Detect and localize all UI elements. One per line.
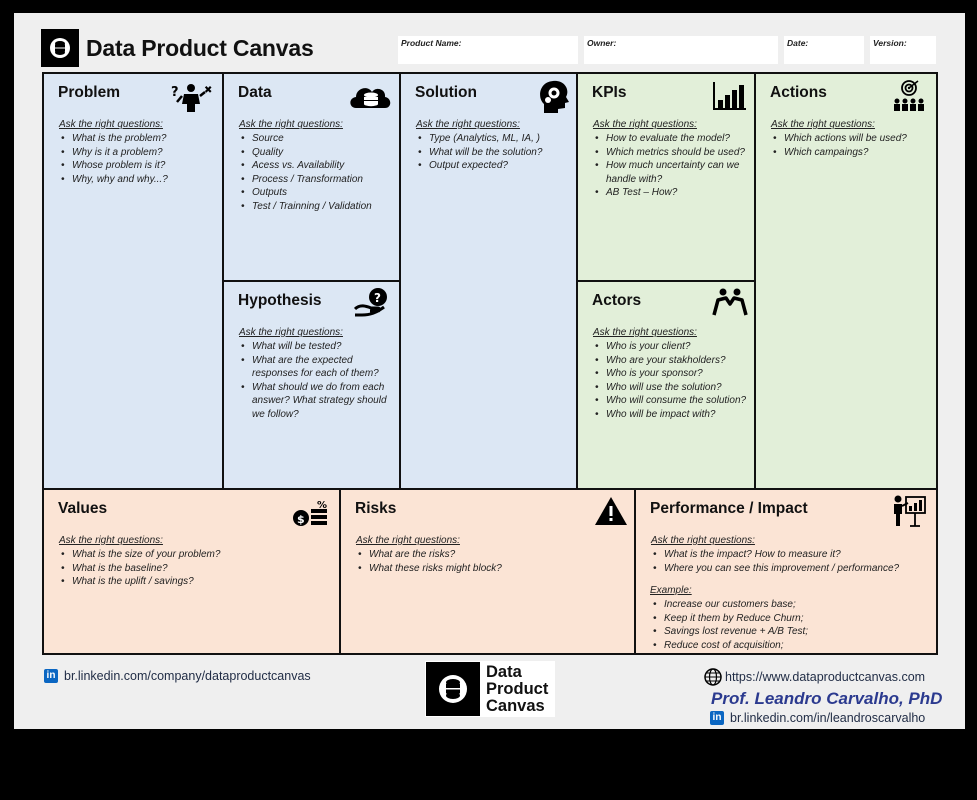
list-item: • Where you can see this improvement / performance?	[650, 562, 936, 576]
block-title: Risks	[355, 500, 397, 517]
svg-text:?: ?	[374, 291, 381, 305]
list-item: • What are the expected responses for each of them?	[238, 354, 399, 381]
svg-text:?: ?	[171, 85, 179, 100]
question-list	[58, 548, 339, 589]
brand	[41, 28, 314, 68]
list-item: • Who is your sponsor?	[592, 367, 754, 381]
block-title: Data	[238, 84, 272, 101]
block-hypothesis[interactable]	[224, 282, 399, 488]
list-item: • Why is it a problem?	[58, 146, 222, 160]
website-url: https://www.dataproductcanvas.com	[725, 670, 926, 684]
block-kpis[interactable]	[578, 74, 754, 280]
owner-field[interactable]: Owner:	[584, 36, 778, 64]
example-list	[650, 598, 936, 652]
list-item: • Outputs	[238, 186, 399, 200]
linkedin-icon: in	[44, 669, 58, 683]
block-title: Actors	[592, 292, 642, 309]
target-team-icon	[893, 80, 925, 112]
list-item: • Source	[238, 132, 399, 146]
list-item: • Acess vs. Availability	[238, 159, 399, 173]
ask-label: Ask the right questions:	[651, 535, 755, 546]
question-list	[592, 340, 754, 422]
question-list	[770, 132, 936, 159]
author-name: Prof. Leandro Carvalho, PhD	[711, 689, 943, 708]
footer-logo	[425, 661, 555, 717]
block-title: Problem	[58, 84, 121, 101]
author-linkedin-link[interactable]	[710, 711, 925, 725]
question-list	[650, 548, 936, 575]
list-item: • What will be tested?	[238, 340, 399, 354]
list-item: • How much uncertainty can we handle with?	[592, 159, 754, 186]
ask-label: Ask the right questions:	[593, 119, 697, 130]
list-item: • Who will be impact with?	[592, 408, 754, 422]
ask-label: Ask the right questions:	[59, 119, 163, 130]
list-item: • Reduce cost of acquisition;	[650, 639, 936, 653]
list-item: • What these risks might block?	[355, 562, 634, 576]
question-list	[58, 132, 222, 186]
footer-logo-text	[486, 664, 548, 715]
list-item: • Type (Analytics, ML, IA, )	[415, 132, 576, 146]
cloud-database-icon	[348, 82, 392, 110]
list-item: • AB Test – How?	[592, 186, 754, 200]
list-item: • What will be the solution?	[415, 146, 576, 160]
list-item: • What is the baseline?	[58, 562, 339, 576]
block-actors[interactable]	[578, 282, 754, 488]
globe-icon	[704, 668, 722, 686]
list-item: • Why, why and why...?	[58, 173, 222, 187]
block-data[interactable]	[224, 74, 399, 280]
question-list	[238, 340, 399, 422]
product-name-field[interactable]: Product Name:	[398, 36, 578, 64]
list-item: • Whose problem is it?	[58, 159, 222, 173]
list-item: • Increase our customers base;	[650, 598, 936, 612]
version-field[interactable]: Version:	[870, 36, 936, 64]
list-item: • Who will use the solution?	[592, 381, 754, 395]
list-item: • What are the risks?	[355, 548, 634, 562]
svg-text:%: %	[317, 500, 328, 511]
block-title: Actions	[770, 84, 827, 101]
list-item: • Who are your stakholders?	[592, 354, 754, 368]
list-item: • Who will consume the solution?	[592, 394, 754, 408]
ask-label: Ask the right questions:	[416, 119, 520, 130]
data-product-canvas-logo	[41, 29, 79, 67]
hand-question-icon	[354, 287, 390, 317]
question-list	[415, 132, 576, 173]
ask-label: Ask the right questions:	[59, 535, 163, 546]
question-list	[355, 548, 634, 575]
list-item: • Test / Trainning / Validation	[238, 200, 399, 214]
ask-label: Ask the right questions:	[771, 119, 875, 130]
question-list	[592, 132, 754, 200]
list-item: • Keep it them by Reduce Churn;	[650, 612, 936, 626]
list-item: • What is the size of your problem?	[58, 548, 339, 562]
block-problem[interactable]	[44, 74, 222, 488]
svg-text:✖: ✖	[204, 85, 213, 96]
list-item: • Process / Transformation	[238, 173, 399, 187]
presenter-chart-icon	[892, 495, 926, 527]
data-product-canvas-logo	[426, 662, 480, 716]
block-title: Solution	[415, 84, 477, 101]
list-item: • What is the problem?	[58, 132, 222, 146]
block-values[interactable]	[44, 490, 339, 653]
ask-label: Ask the right questions:	[593, 327, 697, 338]
block-solution[interactable]	[401, 74, 576, 488]
block-actions[interactable]	[756, 74, 936, 488]
list-item: • What is the uplift / savings?	[58, 575, 339, 589]
list-item: • Output expected?	[415, 159, 576, 173]
logo-line: Canvas	[486, 696, 545, 715]
website-link[interactable]	[704, 668, 925, 686]
canvas-grid	[42, 72, 938, 655]
list-item: • Which actions will be used?	[770, 132, 936, 146]
list-item: • Savings lost revenue + A/B Test;	[650, 625, 936, 639]
block-title: Hypothesis	[238, 292, 322, 309]
company-linkedin-link[interactable]	[44, 669, 311, 683]
example-label: Example:	[650, 585, 692, 597]
ask-label: Ask the right questions:	[239, 119, 343, 130]
list-item: • Who is your client?	[592, 340, 754, 354]
svg-text:$: $	[297, 513, 305, 526]
date-field[interactable]: Date:	[784, 36, 864, 64]
canvas-sheet	[14, 13, 965, 729]
company-linkedin-url: br.linkedin.com/company/dataproductcanvas	[64, 669, 311, 683]
list-item: • What is the impact? How to measure it?	[650, 548, 936, 562]
list-item: • Which metrics should be used?	[592, 146, 754, 160]
money-percent-icon	[293, 499, 329, 527]
block-performance-impact[interactable]	[636, 490, 936, 653]
author-linkedin-url: br.linkedin.com/in/leandroscarvalho	[730, 711, 926, 725]
bar-chart-icon	[713, 82, 747, 110]
question-list	[238, 132, 399, 214]
logo-line: Data	[486, 662, 522, 681]
block-risks[interactable]	[341, 490, 634, 653]
block-title: KPIs	[592, 84, 627, 101]
list-item: • Quality	[238, 146, 399, 160]
logo-line: Product	[486, 679, 549, 698]
ask-label: Ask the right questions:	[239, 327, 343, 338]
page-title: Data Product Canvas	[86, 34, 314, 61]
block-title: Values	[58, 500, 108, 517]
linkedin-icon: in	[710, 711, 724, 725]
handshake-icon	[712, 288, 748, 316]
list-item: • What should we do from each answer? What strategy should we follow?	[238, 381, 399, 422]
list-item: • Which campaings?	[770, 146, 936, 160]
block-title: Performance / Impact	[650, 500, 808, 517]
head-gears-icon	[538, 80, 570, 114]
warning-icon	[594, 496, 628, 526]
ask-label: Ask the right questions:	[356, 535, 460, 546]
person-question-icon	[169, 82, 215, 112]
list-item: • How to evaluate the model?	[592, 132, 754, 146]
